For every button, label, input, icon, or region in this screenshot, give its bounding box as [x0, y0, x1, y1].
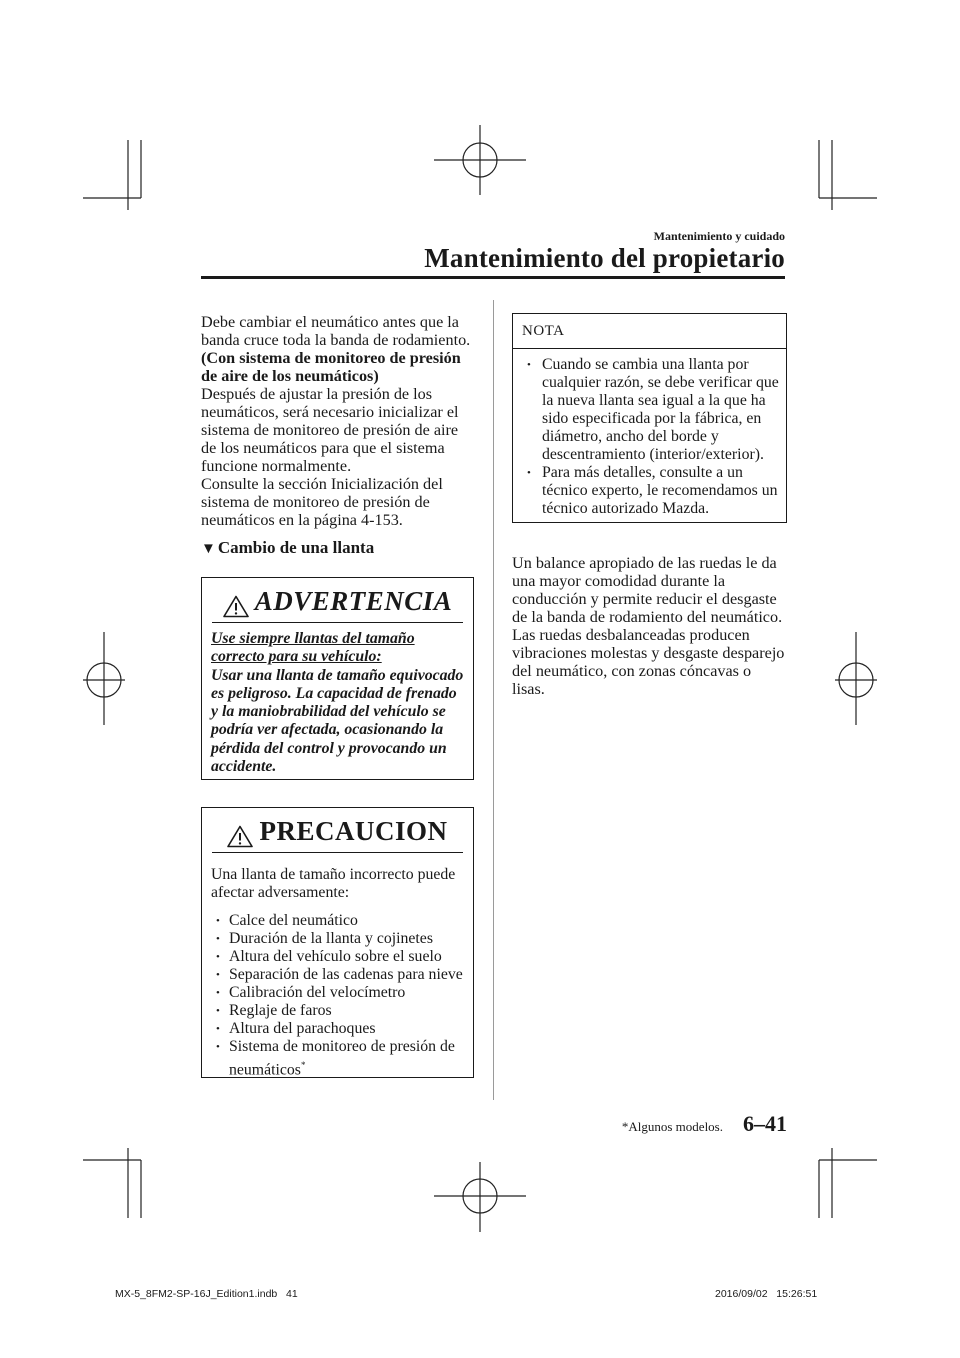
- caution-triangle-icon: [227, 825, 253, 848]
- warning-triangle-icon: [223, 595, 249, 618]
- column-divider: [493, 300, 494, 1100]
- header-rule: [201, 276, 785, 279]
- page-title: Mantenimiento del propietario: [424, 243, 785, 273]
- warning-title: ADVERTENCIA: [254, 586, 453, 616]
- tread-paragraph: Debe cambiar el neumático antes que la banda cruce toda la banda de rodamiento.: [201, 313, 471, 349]
- caution-item-last: [211, 1038, 469, 1079]
- page-number: 6–41: [743, 1111, 787, 1136]
- caution-header: [202, 816, 473, 848]
- warning-body: [211, 630, 467, 776]
- caution-item-text: Sistema de monitoreo de presión de neumáticos: [229, 1038, 455, 1079]
- tpms-heading: (Con sistema de monitoreo de presión de aire de los neumáticos): [201, 349, 461, 385]
- section-heading: [201, 538, 374, 558]
- caution-rule: [212, 852, 463, 853]
- caution-item: • Altura del vehículo sobre el suelo: [211, 948, 469, 966]
- warning-header: [202, 586, 473, 618]
- note-item: • Cuando se cambia una llanta por cualquier razón, se debe verificar que la nueva llanta sea igual a la que ha sido especificada por la fábrica, en diámetro, ancho del borde y descentramiento (interior/exterior).: [522, 356, 782, 464]
- section-heading-text: Cambio de una llanta: [217, 538, 375, 557]
- section-triangle-icon: ▼: [201, 541, 216, 557]
- caution-item: • Reglaje de faros: [211, 1002, 469, 1020]
- tpms-reference: Consulte la sección Inicialización del sistema de monitoreo de presión de neumáticos en la página 4-153.: [201, 475, 443, 529]
- caution-item: • Altura del parachoques: [211, 1020, 469, 1038]
- caution-box: [201, 807, 474, 1078]
- asterisk-mark: *: [300, 1060, 306, 1070]
- balance-paragraph: Un balance apropiado de las ruedas le da una mayor comodidad durante la conducción y permite reducir el desgaste de la banda de rodamiento del neumático. Las ruedas desbalanceadas producen vibraciones molestas y desgaste desparejo del neumático, con zonas cóncavas o lisas.: [512, 554, 785, 698]
- footnote: *Algunos modelos.: [621, 1119, 723, 1134]
- note-box: [512, 313, 787, 523]
- print-timestamp: 2016/09/02 15:26:51: [715, 1288, 818, 1300]
- caution-title: PRECAUCION: [259, 816, 448, 846]
- caution-list: [211, 912, 469, 1079]
- note-title: NOTA: [522, 323, 565, 339]
- warning-box: [201, 577, 474, 780]
- tpms-paragraph: Después de ajustar la presión de los neumáticos, será necesario inicializar el sistema de monitoreo de presión de aire de los neumáticos para que el sistema funcione normalmente.: [201, 385, 459, 475]
- print-file-info: MX-5_8FM2-SP-16J_Edition1.indb 41: [115, 1288, 298, 1300]
- note-item: • Para más detalles, consulte a un técnico experto, le recomendamos un técnico autorizado Mazda.: [522, 464, 782, 518]
- left-intro: [201, 313, 471, 529]
- chapter-label: Mantenimiento y cuidado: [653, 229, 785, 243]
- caution-intro: Una llanta de tamaño incorrecto puede afectar adversamente:: [211, 866, 456, 901]
- caution-item: • Calibración del velocímetro: [211, 984, 469, 1002]
- warning-text: Usar una llanta de tamaño equivocado es peligroso. La capacidad de frenado y la maniobrabilidad del vehículo se podría ver afectada, ocasionando la pérdida del control y provocando un accidente.: [211, 666, 464, 776]
- note-rule: [513, 348, 786, 349]
- caution-body: [211, 866, 469, 1079]
- caution-item: • Separación de las cadenas para nieve: [211, 966, 469, 984]
- caution-item: • Duración de la llanta y cojinetes: [211, 930, 469, 948]
- warning-rule: [212, 622, 463, 623]
- caution-item: • Calce del neumático: [211, 912, 469, 930]
- note-list: [522, 356, 782, 518]
- note-body: [522, 356, 782, 518]
- warning-underlined: Use siempre llantas del tamaño correcto para su vehículo:: [211, 630, 415, 666]
